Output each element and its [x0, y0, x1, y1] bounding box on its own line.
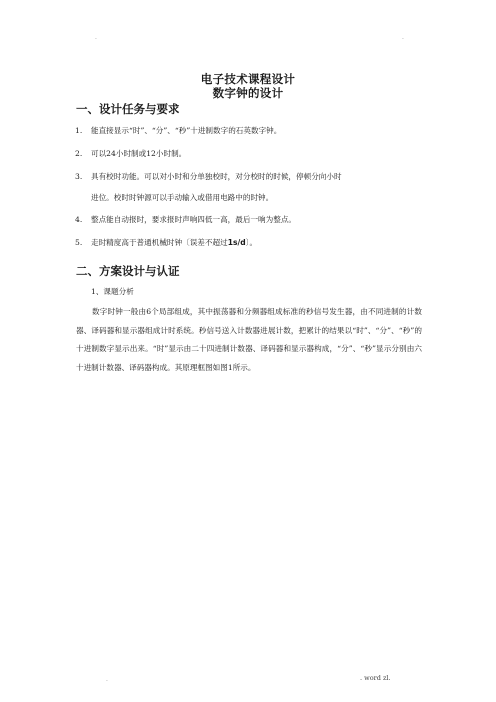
- list-item: [75, 237, 258, 248]
- list-item: [75, 148, 187, 159]
- header-dot-right: .: [402, 34, 404, 41]
- list-item-continuation: 进位。校时时钟源可以手动输入或借用电路中的时钟。: [91, 193, 274, 202]
- list-item-text: 走时精度高于普通机械时钟〔误差不超过: [91, 238, 228, 247]
- header-dot-left: .: [95, 34, 97, 41]
- doc-subtitle: 数字钟的设计: [212, 86, 284, 100]
- list-item-text: 具有校时功能。可以对小时和分单独校时，对分校时的时候，停顿分向小时: [91, 172, 342, 181]
- list-item-number: 3.: [75, 172, 83, 181]
- list-item-text: 可以24小时制或12小时制。: [91, 149, 187, 158]
- section2-subheading: 1、课题分析: [91, 287, 134, 296]
- list-item-number: 4.: [75, 215, 83, 224]
- footer-watermark: . word zl.: [360, 674, 391, 682]
- list-item: [75, 214, 297, 225]
- list-item-number: 2.: [75, 149, 83, 158]
- section2-heading: 二、方案设计与认证: [76, 264, 180, 278]
- footer-dot: .: [106, 676, 108, 683]
- body-paragraph: 数字时钟一般由6个局部组成，其中振荡器和分频器组成标准的秒信号发生器，由不同进制的计数器、译码器和显示器组成计时系统。秒信号送入计数器进展计数，把累计的结果以“时”、“分”、“秒”的十进制数字显示出来。“时”显示由二十四进制计数器、译码器和显示器构成，“分”、“秒”显示分别由六十进制计数器、译码器构成。其原理框图如图1所示。: [76, 307, 422, 372]
- list-item-number: 1.: [75, 126, 83, 135]
- doc-title: 电子技术课程设计: [200, 72, 296, 86]
- list-item: [75, 171, 342, 182]
- list-item-tail: 〕。: [245, 238, 258, 247]
- list-item-text: 整点能自动报时，要求报时声响四低一高，最后一响为整点。: [91, 215, 297, 224]
- section1-heading: 一、设计任务与要求: [76, 102, 180, 116]
- list-item-number: 5.: [75, 238, 83, 247]
- list-item-text: 能直接显示“时”、“分”、“秒”十进制数字的石英数字钟。: [91, 126, 282, 135]
- list-item-bold-value: 1s/d: [227, 238, 246, 247]
- list-item: [75, 125, 282, 136]
